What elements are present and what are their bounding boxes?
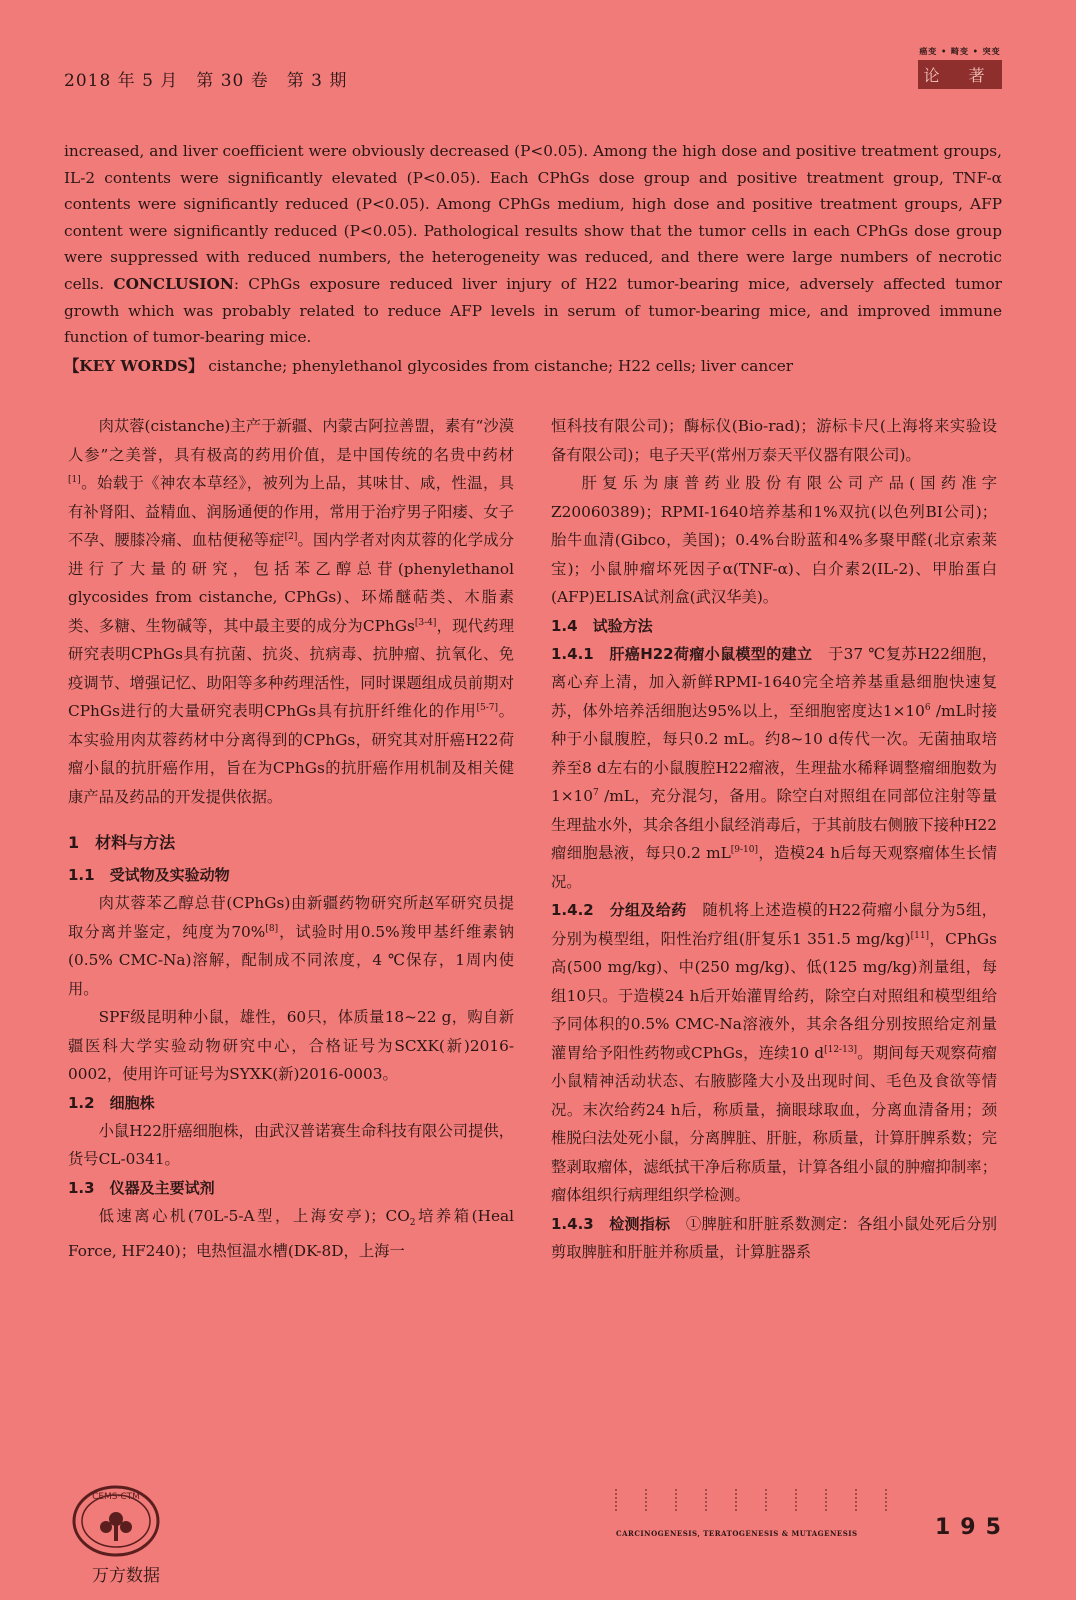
conclusion-text: : CPhGs exposure reduced liver injury of H22 tumor-bearing mice, adversely affected tumor growth which was probably related to reduce AFP levels in serum of tumor-bearing mice, and improved immune function of tumor-bearing mice. [64,274,1002,347]
paragraph-model: 1.4.1 肝癌H22荷瘤小鼠模型的建立 于37 ℃复苏H22细胞，离心弃上清，加入新鲜RPMI-1640完全培养基重悬细胞快速复苏，体外培养活细胞达95%以上，至细胞密度达$1\times 10^6$ /mL时接种于小鼠腹腔，每只0.2 mL。约8~10 d传代一次。无菌抽取培养至8 d左右的小鼠腹腔H22瘤液，生理盐水稀释调整瘤细胞数为$1\times 10^7$ /mL，充分混匀，备用。除空白对照组在同部位注射等量生理盐水外，其余各组小鼠经消毒后，于其前肢右侧腋下接种H22瘤细胞悬液，每只0.2 mL[9-10]，造模24 h后每天观察瘤体生长情况。 [551,644,998,891]
running-header-issue: 2018 年 5 月 第 30 卷 第 3 期 [64,71,348,91]
intro-paragraph: 肉苁蓉(cistanche)主产于新疆、内蒙古阿拉善盟，素有“沙漠人参”之美誉，具有极高的药用价值，是中国传统的名贵中药材[1]。始载于《神农本草经》，被列为上品，其味甘、咸，性温，具有补肾阳、益精血、润肠通便的作用，常用于治疗男子阳痿、女子不孕、腰膝冷痛、血枯便秘等症[2]。国内学者对肉苁蓉的化学成分进行了大量的研究，包括苯乙醇总苷(phenylethanol glycosides from cistanche, CPhGs)、环烯醚萜类、木脂素类、多糖、生物碱等，其中最主要的成分为CPhGs[3-4]，现代药理研究表明CPhGs具有抗菌、抗炎、抗病毒、抗肿瘤、抗氧化、免疫调节、增强记忆、助阳等多种药理活性，同时课题组成员前期对CPhGs进行的大量研究表明CPhGs具有抗肝纤维化的作用[5-7]。本实验用肉苁蓉药材中分离得到的CPhGs，研究其对肝癌H22荷瘤小鼠的抗肝癌作用，旨在为CPhGs的抗肝癌作用机制及相关健康产品及药品的开发提供依据。 [68,417,514,806]
right-column [551,412,997,1267]
abstract [64,138,1002,379]
section-name-box: 论 著 [918,60,1002,89]
left-column [68,412,514,1266]
heading-1-4-3: 1.4.3 检测指标 [551,1214,671,1233]
heading-1-4: 1.4 试验方法 [551,616,653,635]
section-tags: 癌变 • 畸变 • 突变 [919,46,1001,56]
keywords-label: 【KEY WORDS】 [64,356,204,375]
heading-1-4-1: 1.4.1 肝癌H22荷瘤小鼠模型的建立 [551,644,813,663]
heading-1-1: 1.1 受试物及实验动物 [68,866,230,884]
journal-logo [70,1475,162,1567]
section-label [918,46,1002,89]
paragraph-indicators: 1.4.3 检测指标 ①脾脏和肝脏系数测定：各组小鼠处死后分别剪取脾脏和肝脏并称质量，计算脏器系 [551,1214,997,1261]
abstract-results: increased, and liver coefficient were obviously decreased (P<0.05). Among the high dose and positive treatment groups, IL-2 contents were significantly elevated (P<0.05). Each CPhGs dose group and positive treatment group, TNF-α contents were significantly reduced (P<0.05). Among CPhGs medium, high dose and positive treatment groups, AFP content were significantly reduced (P<0.05). Pathological results show that the tumor cells in each CPhGs dose group were suppressed with reduced numbers, the heterogeneity was reduced, and there were large numbers of necrotic cells. CONCLUSION: CPhGs exposure reduced liver injury of H22 tumor-bearing mice, adversely affected tumor growth which was probably related to reduce AFP levels in serum of tumor-bearing mice, and improved immune function of tumor-bearing mice. [64,142,1002,347]
heading-1-3: 1.3 仪器及主要试剂 [68,1178,215,1197]
wanfang-watermark: 万方数据 [92,1566,160,1586]
paragraph-instruments: 低速离心机(70L-5-A型，上海安亭)；$CO_2$培养箱(Heal Force, HF240)；电热恒温水槽(DK-8D，上海一 [68,1206,515,1261]
paragraph-animals: SPF级昆明种小鼠，雄性，60只，体质量18~22 g，购自新疆医科大学实验动物研究中心，合格证号为SCXK(新)2016-0002，使用许可证号为SYXK(新)2016-0003。 [68,1008,514,1083]
paragraph-test-substance: 肉苁蓉苯乙醇总苷(CPhGs)由新疆药物研究所赵军研究员提取分离并鉴定，纯度为70%[8]，试验时用0.5%羧甲基纤维素钠(0.5% CMC-Na)溶解，配制成不同浓度，4 ℃保存，1周内使用。 [68,894,514,998]
paragraph-reagents: 肝复乐为康普药业股份有限公司产品(国药准字Z20060389)；RPMI-1640培养基和1%双抗(以色列BI公司)；胎牛血清(Gibco，美国)；0.4%台盼蓝和4%多聚甲醛(北京索莱宝)；小鼠肿瘤坏死因子α(TNF-α)、白介素2(IL-2)、甲胎蛋白(AFP)ELISA试剂盒(武汉华美)。 [551,474,997,606]
paragraph-instruments-cont: 恒科技有限公司)；酶标仪(Bio-rad)；游标卡尺(上海将来实验设备有限公司)；电子天平(常州万泰天平仪器有限公司)。 [551,417,997,464]
journal-name: CARCINOGENESIS, TERATOGENESIS & MUTAGENESIS [616,1529,858,1538]
heading-1-2: 1.2 细胞株 [68,1093,155,1112]
decorative-dashes [612,1489,912,1513]
keywords [64,353,1002,380]
paragraph-cell-line: 小鼠H22肝癌细胞株，由武汉普诺赛生命科技有限公司提供，货号CL-0341。 [68,1121,514,1168]
paragraph-grouping: 1.4.2 分组及给药 随机将上述造模的H22荷瘤小鼠分为5组，分别为模型组，阳性治疗组(肝复乐1 351.5 mg/kg)[11]，CPhGs高(500 mg/kg)、中(250 mg/kg)、低(125 mg/kg)剂量组，每组10只。于造模24 h后开始灌胃给药，除空白对照组和模型组给予同体积的0.5% CMC-Na溶液外，其余各组分别按照给定剂量灌胃给予阳性药物或CPhGs，连续10 d[12-13]。期间每天观察荷瘤小鼠精神活动状态、右腋膨隆大小及出现时间、毛色及食欲等情况。末次给药24 h后，称质量，摘眼球取血，分离血清备用；颈椎脱臼法处死小鼠，分离脾脏、肝脏，称质量，计算肝脾系数；完整剥取瘤体，滤纸拭干净后称质量，计算各组小鼠的肿瘤抑制率；瘤体组织行病理组织学检测。 [551,901,997,1204]
heading-1-4-2: 1.4.2 分组及给药 [551,901,687,919]
page-number: 195 [935,1515,1011,1540]
keywords-text: cistanche; phenylethanol glycosides from cistanche; H22 cells; liver cancer [208,356,794,375]
page-footer [0,1465,1076,1595]
svg-text:CEMS·CTM: CEMS·CTM [92,1492,140,1502]
heading-materials-methods: 1 材料与方法 [68,833,176,852]
conclusion-label: CONCLUSION [113,274,234,293]
